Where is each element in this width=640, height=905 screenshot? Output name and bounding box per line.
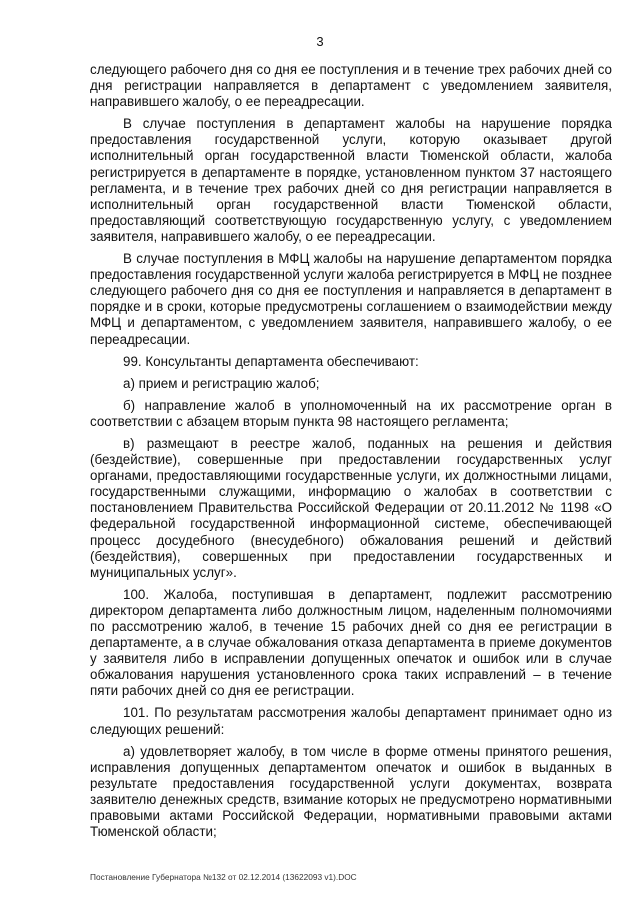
paragraph-item-99-a: а) прием и регистрацию жалоб; xyxy=(123,375,320,391)
paragraph-item-99: 99. Консультанты департамента обеспечивают: xyxy=(123,353,419,369)
paragraph-item-99-v: в) размещают в реестре жалоб, поданных на решения и действия (бездействие), совершенные при предоставлении государственных услуг органами, предоставляющими государственные услуги, их должностными лицами, государственными служащими, информацию о жалобах в соответствии с постановлением Правительства Российской Федерации от 20.11.2012 № 1198 «О федеральной государственной информационной системе, обеспечивающей процесс досудебного (внесудебного) обжалования решений и действий (бездействия), совершенных при предоставлении государственных и муниципальных услуг». xyxy=(90,435,612,580)
paragraph-mfc-complaint: В случае поступления в МФЦ жалобы на нарушение департаментом порядка предоставления государственной услуги жалоба регистрируется в МФЦ не позднее следующего рабочего дня со дня ее поступления и направляется в департамент в порядке и в сроки, которые предусмотрены соглашением о взаимодействии между МФЦ и департаментом, с уведомлением заявителя, направившего жалобу, о ее переадресации. xyxy=(90,251,612,347)
paragraph-item-101: 101. По результатам рассмотрения жалобы департамент принимает одно из следующих решений: xyxy=(90,705,612,737)
paragraph-item-100: 100. Жалоба, поступившая в департамент, подлежит рассмотрению директором департамента либо должностным лицом, наделенным полномочиями по рассмотрению жалоб, в течение 15 рабочих дней со дня ее регистрации в департаменте, а в случае обжалования отказа департамента в приеме документов у заявителя либо в исправлении допущенных опечаток и ошибок или в случае обжалования нарушения установленного срока таких исправлений – в течение пяти рабочих дней со дня ее регистрации. xyxy=(90,586,612,699)
document-body xyxy=(90,62,612,846)
paragraph-continuation: следующего рабочего дня со дня ее поступления и в течение трех рабочих дней со дня регистрации направляется в департамент с уведомлением заявителя, направившего жалобу, о ее переадресации. xyxy=(90,62,612,110)
paragraph-item-99-b: б) направление жалоб в уполномоченный на их рассмотрение орган в соответствии с абзацем вторым пункта 98 настоящего регламента; xyxy=(90,397,612,429)
page-number: 3 xyxy=(316,34,324,49)
document-footer: Постановление Губернатора №132 от 02.12.2014 (13622093 v1).DOC xyxy=(90,872,357,882)
paragraph-item-101-a: а) удовлетворяет жалобу, в том числе в форме отмены принятого решения, исправления допущенных департаментом опечаток и ошибок в выданных в результате предоставления государственной услуги документах, возврата заявителю денежных средств, взимание которых не предусмотрено нормативными правовыми актами Российской Федерации, нормативными правовыми актами Тюменской области; xyxy=(90,743,612,840)
paragraph-department-complaint: В случае поступления в департамент жалобы на нарушение порядка предоставления государственной услуги, которую оказывает другой исполнительный орган государственной власти Тюменской области, жалоба регистрируется в департаменте в порядке, установленном пунктом 37 настоящего регламента, и в течение трех рабочих дней со дня регистрации направляется в исполнительный орган государственной власти Тюменской области, предоставляющий соответствующую государственную услугу, с уведомлением заявителя, направившего жалобу, о ее переадресации. xyxy=(90,116,612,244)
